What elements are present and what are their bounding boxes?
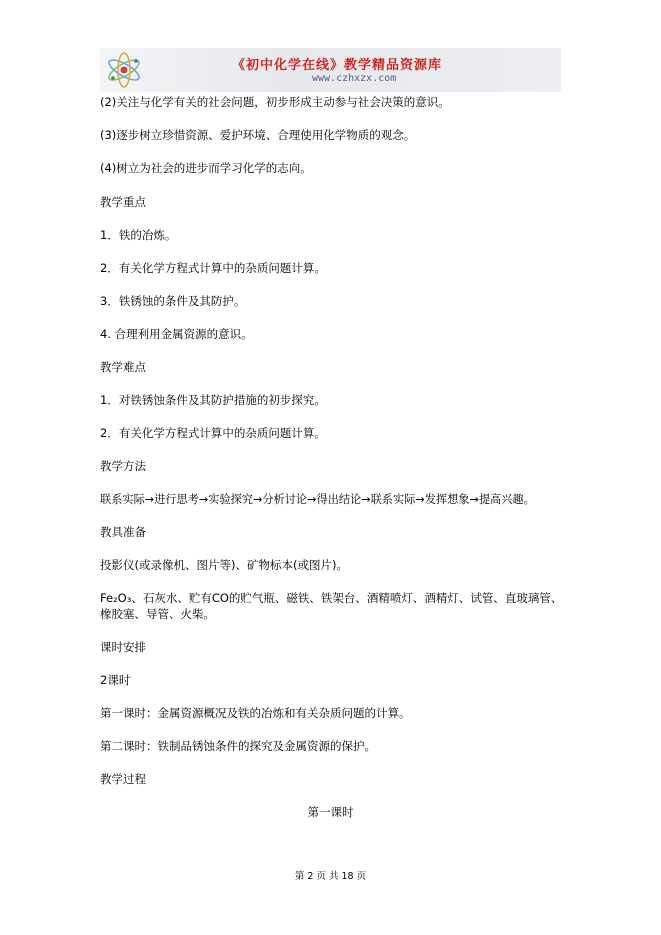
text-line: 橡胶塞、导管、火柴。 <box>100 607 215 621</box>
section-heading: 教学难点 <box>100 360 146 374</box>
text-line: 1．对铁锈蚀条件及其防护措施的初步探究。 <box>100 393 326 407</box>
text-line: 投影仪(或录像机、图片等)、矿物标本(或图片)。 <box>100 558 348 572</box>
text-line: 2．有关化学方程式计算中的杂质问题计算。 <box>100 426 326 440</box>
atom-logo-icon <box>102 50 146 90</box>
text-line: (4)树立为社会的进步而学习化学的志向。 <box>100 161 312 175</box>
text-line: (3)逐步树立珍惜资源、爱护环境、合理使用化学物质的观念。 <box>100 128 416 142</box>
section-heading: 教学重点 <box>100 195 146 209</box>
text-line: 3．铁锈蚀的条件及其防护。 <box>100 294 246 308</box>
section-heading: 课时安排 <box>100 640 146 654</box>
text-line: (2)关注与化学有关的社会问题，初步形成主动参与社会决策的意识。 <box>100 95 450 109</box>
section-heading: 教学方法 <box>100 459 146 473</box>
section-heading: 教学过程 <box>100 772 146 786</box>
banner-url: www.czhxzx.com <box>312 73 397 84</box>
text-line: 2课时 <box>100 673 131 687</box>
header-banner <box>100 48 561 92</box>
text-line: 第一课时：金属资源概况及铁的冶炼和有关杂质问题的计算。 <box>100 706 411 720</box>
text-line: 2．有关化学方程式计算中的杂质问题计算。 <box>100 261 326 275</box>
text-line: 4. 合理利用金属资源的意识。 <box>100 327 253 341</box>
text-line: 第二课时：铁制品锈蚀条件的探究及金属资源的保护。 <box>100 739 376 753</box>
page-footer: 第 2 页 共 18 页 <box>294 871 367 882</box>
text-line: 联系实际→进行思考→实验探究→分析讨论→得出结论→联系实际→发挥想象→提高兴趣。 <box>100 493 535 506</box>
banner-title: 《初中化学在线》教学精品资源库 <box>232 58 443 73</box>
text-line: Fe₂O₃、石灰水、贮有CO的贮气瓶、磁铁、铁架台、酒精喷灯、酒精灯、试管、直玻璃管、 <box>100 591 563 605</box>
text-line: 1．铁的冶炼。 <box>100 228 177 242</box>
lesson-title: 第一课时 <box>307 805 354 819</box>
section-heading: 教具准备 <box>100 525 146 539</box>
